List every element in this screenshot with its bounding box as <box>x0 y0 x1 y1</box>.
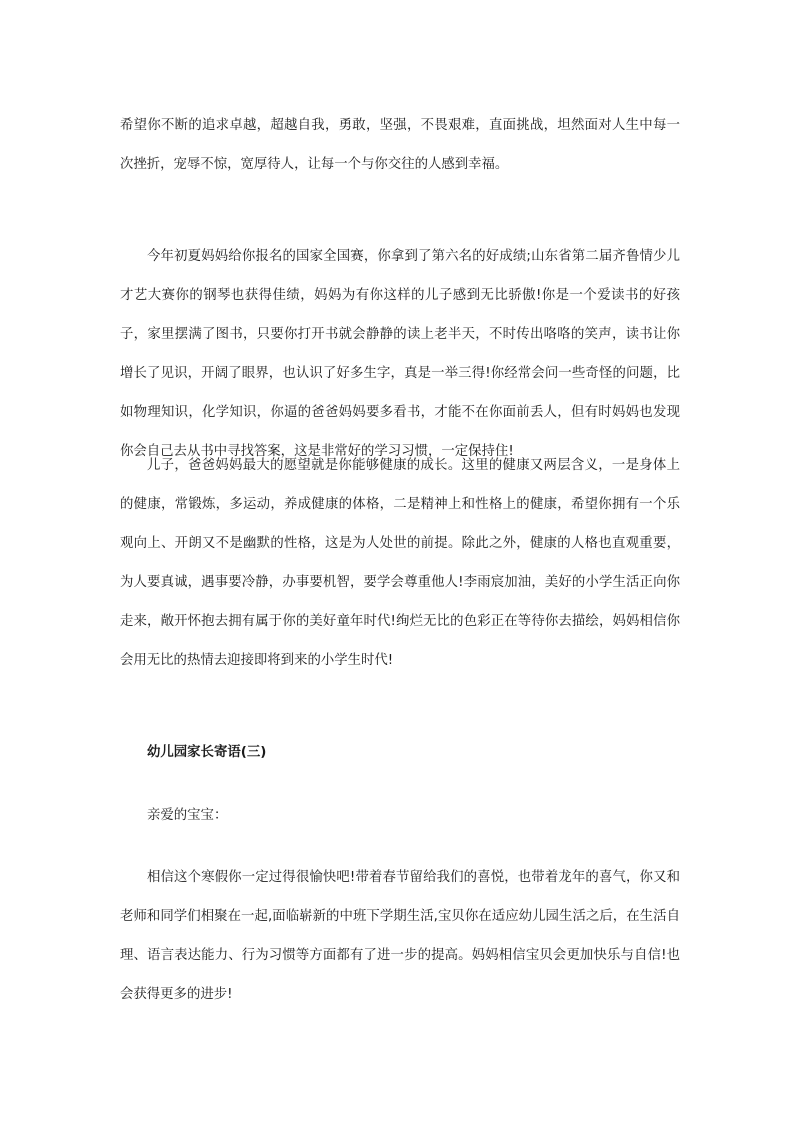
paragraph-achievements: 今年初夏妈妈给你报名的国家全国赛，你拿到了第六名的好成绩;山东省第二届齐鲁情少儿才艺大赛你的钢琴也获得佳绩，妈妈为有你这样的儿子感到无比骄傲!你是一个爱读书的好孩子，家里摆满了图书，只要你打开书就会静静的读上老半天，不时传出咯咯的笑声，读书让你增长了见识，开阔了眼界，也认识了好多生字，真是一举三得!你经常会问一些奇怪的问题，比如物理知识，化学知识，你逼的爸爸妈妈要多看书，才能不在你面前丢人，但有时妈妈也发现你会自己去从书中寻找答案，这是非常好的学习习惯，一定保持住! <box>120 249 680 459</box>
paragraph-wishes: 希望你不断的追求卓越，超越自我，勇敢，坚强，不畏艰难，直面挑战，坦然面对人生中每一次挫折，宠辱不惊，宽厚待人，让每一个与你交往的人感到幸福。 <box>120 118 680 172</box>
paragraph-health: 儿子，爸爸妈妈最大的愿望就是你能够健康的成长。这里的健康又两层含义，一是身体上的健康，常锻炼，多运动，养成健康的体格，二是精神上和性格上的健康，希望你拥有一个乐观向上、开朗又不是幽默的性格，这是为人处世的前提。除此之外，健康的人格也直观重要，为人要真诚，遇事要冷静，办事要机智，要学会尊重他人!李雨宸加油，美好的小学生活正向你走来，敞开怀抱去拥有属于你的美好童年时代!绚烂无比的色彩正在等待你去描绘，妈妈相信你会用无比的热情去迎接即将到来的小学生时代! <box>120 458 680 668</box>
section-heading: 幼儿园家长寄语(三) <box>147 745 267 760</box>
paragraph-winter-break: 相信这个寒假你一定过得很愉快吧!带着春节留给我们的喜悦，也带着龙年的喜气，你又和老师和同学们相聚在一起,面临崭新的中班下学期生活,宝贝你在适应幼儿园生活之后，在生活自理、语言表达能力、行为习惯等方面都有了进一步的提高。妈妈相信宝贝会更加快乐与自信!也会获得更多的进步! <box>120 870 680 1002</box>
greeting: 亲爱的宝宝： <box>147 808 228 823</box>
